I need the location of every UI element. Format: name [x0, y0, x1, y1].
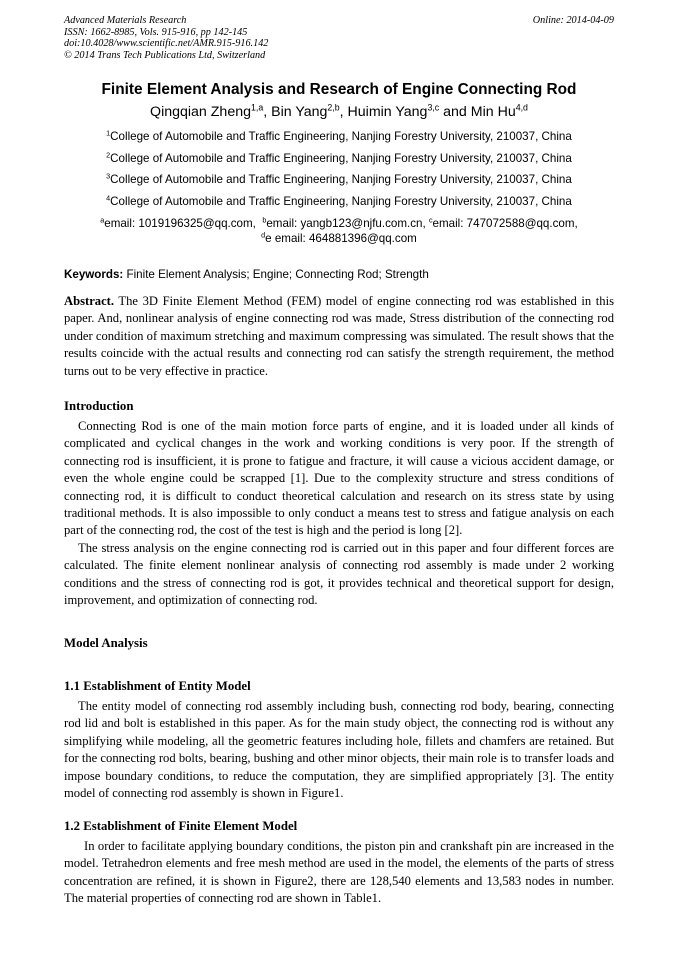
abstract-label: Abstract. — [64, 294, 115, 308]
paper-title: Finite Element Analysis and Research of Engine Connecting Rod — [101, 81, 577, 98]
online-date: Online: 2014-04-09 — [532, 15, 614, 26]
email-d: e email: 464881396@qq.com — [265, 232, 417, 245]
section-heading-fe-model: 1.2 Establishment of Finite Element Model — [64, 819, 298, 833]
fe-model-body — [64, 838, 614, 908]
affiliation-3: $^3$College of Automobile and Traffic Engineering, Nanjing Forestry University, 210037, China — [106, 171, 572, 186]
section-heading-entity-model: 1.1 Establishment of Entity Model — [64, 679, 251, 693]
author-sup: 4,d — [515, 102, 528, 113]
journal-header — [64, 15, 268, 61]
affiliation-2: $^2$College of Automobile and Traffic Engineering, Nanjing Forestry University, 210037, China — [106, 150, 572, 165]
abstract-text: The 3D Finite Element Method (FEM) model of engine connecting rod was established in this paper. And, nonlinear analysis of engine connecting rod was made, Stress distribution of the connecting rod under condition of maximum stretching and maximum compressing was simulated. The result shows that the results coincide with the actual results and connecting rod can satisfy the strength requirement, the method turns out to be very effective in practice. — [64, 294, 614, 378]
email-b: email: yangb123@njfu.com.cn, — [266, 217, 426, 230]
introduction-body — [64, 418, 614, 609]
email-a: email: 1019196325@qq.com, — [104, 217, 256, 230]
email-line-1: $^a$email: 1019196325@qq.com, $^b$email: yangb123@njfu.com.cn, $^c$email: 747072588@qq.com, — [100, 215, 578, 230]
author-sup: 3,c — [427, 102, 440, 113]
author-list: Qingqian Zheng$^{1,a}$, Bin Yang$^{2,b}$, Huimin Yang$^{3,c}$ and Min Hu$^{4,d}$ — [150, 102, 528, 120]
author-name: Huimin Yang — [347, 104, 428, 120]
affiliation-4: $^4$College of Automobile and Traffic Engineering, Nanjing Forestry University, 210037, China — [106, 193, 572, 208]
doi-line: doi:10.4028/www.scientific.net/AMR.915-916.142 — [64, 38, 269, 50]
paragraph: In order to facilitate applying boundary conditions, the piston pin and crankshaft pin are increased in the model. Tetrahedron elements and free mesh method are used in the model, the elements of the parts of stress concentration are refined, it is shown in Figure2, there are 128,540 elements and 13,583 nodes in number. The material properties of connecting rod are shown in Table1. — [64, 839, 614, 906]
email-c: email: 747072588@qq.com, — [432, 217, 578, 230]
paragraph: The stress analysis on the engine connecting rod is carried out in this paper and four different forces are calculated. The finite element nonlinear analysis of connecting rod assembly is made under 2 working conditions and the stress of connecting rod is got, it provides technical and theoretical support for design, improvement, and optimization of connecting rod. — [64, 540, 614, 608]
keywords-label: Keywords: — [64, 268, 124, 281]
keywords-text: Finite Element Analysis; Engine; Connecting Rod; Strength — [126, 268, 429, 281]
keywords — [64, 268, 614, 282]
author-name: Min Hu — [470, 104, 516, 120]
author-sup: 1,a — [251, 102, 264, 113]
email-line-2: $^d$e email: 464881396@qq.com — [261, 230, 417, 245]
entity-model-body — [64, 698, 614, 802]
author-name: Qingqian Zheng — [150, 104, 251, 120]
journal-name: Advanced Materials Research — [64, 15, 187, 26]
author-sup: 2,b — [327, 102, 340, 113]
issn-line: ISSN: 1662-8985, Vols. 915-916, pp 142-145 — [64, 26, 248, 38]
paragraph: The entity model of connecting rod assembly including bush, connecting rod body, bearing, connecting rod lid and bolt is established in this paper. As for the main study object, the connecting rod is without any simplifying while modeling, all the geometric features including hole, fillets and chamfers are retained. But for the connecting rod bolts, bearing, bushing and other minor objects, their main role is to transfer loads and impose boundary conditions, to reduce the computation, they are simplified appropriately [3]. The entity model of connecting rod assembly is shown in Figure1. — [64, 699, 614, 801]
paragraph: Connecting Rod is one of the main motion force parts of engine, and it is loaded under all kinds of complicated and cyclical changes in the work and working conditions is very poor. If the strength of connecting rod is insufficient, it is prone to fatigue and fracture, it will cause a vicious accident damage, or even the whole engine could be scrapped [1]. Due to the complexity structure and stress conditions of connecting rod, it is difficult to conduct theoretical calculation and research on its stress state by using traditional methods. It is also impossible to only conduct a means test to stress and fatigue analysis on each part of the connecting rod, the cost of the test is high and the period is long [2]. — [64, 419, 614, 538]
section-heading-introduction: Introduction — [64, 399, 134, 413]
section-heading-model-analysis: Model Analysis — [64, 636, 148, 650]
author-name: Bin Yang — [271, 104, 328, 120]
affiliation-1: $^1$College of Automobile and Traffic Engineering, Nanjing Forestry University, 210037, China — [106, 128, 572, 143]
copyright-line: © 2014 Trans Tech Publications Ltd, Switzerland — [64, 49, 266, 61]
abstract — [64, 293, 614, 380]
